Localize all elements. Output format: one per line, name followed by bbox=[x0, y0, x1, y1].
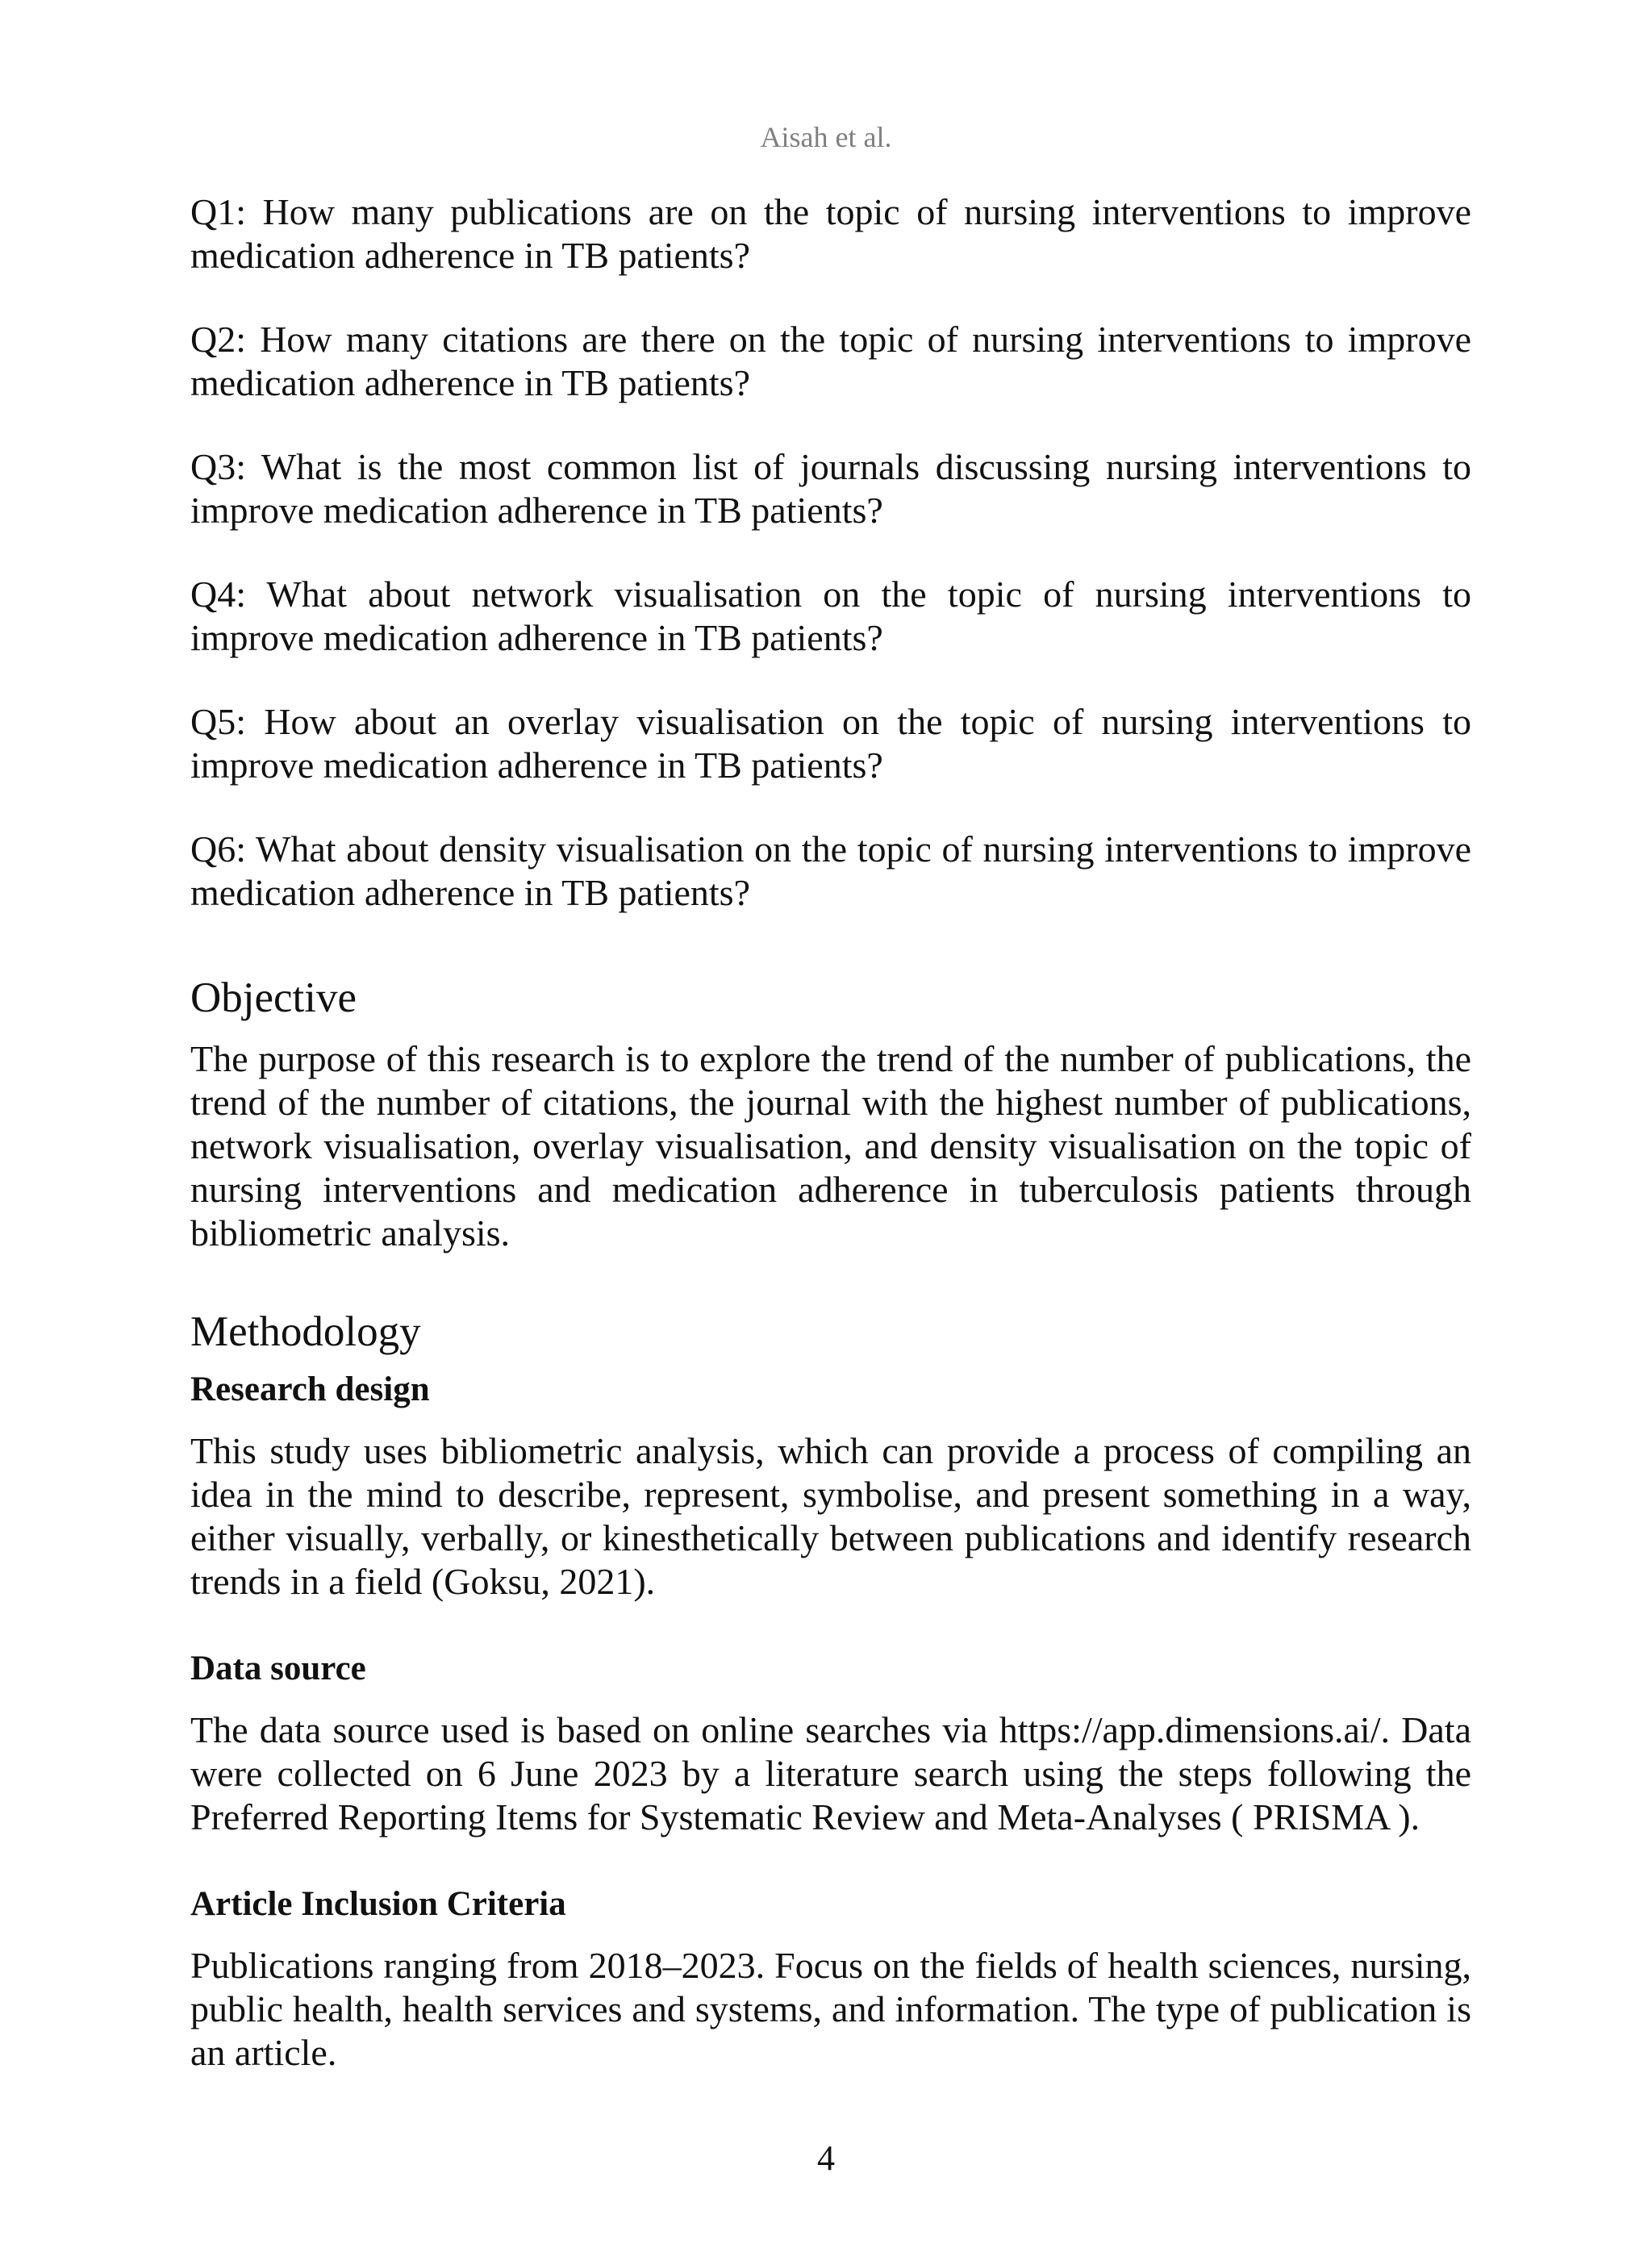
question-q3: Q3: What is the most common list of journals discussing nursing interventions to improve medication adherence in TB patients? bbox=[190, 446, 1471, 531]
data-source-text: The data source used is based on online searches via https://app.dimensions.ai/. Data were collected on 6 June 2023 by a literature search using the steps following the Preferred Reporting Items for Systematic Review and Meta-Analyses ( PRISMA ). bbox=[190, 1709, 1471, 1837]
methodology-heading: Methodology bbox=[190, 1308, 421, 1355]
question-q1: Q1: How many publications are on the topic of nursing interventions to improve medication adherence in TB patients? bbox=[190, 191, 1471, 276]
question-q6: Q6: What about density visualisation on the topic of nursing interventions to improve medication adherence in TB patients? bbox=[190, 828, 1471, 913]
page-body bbox=[190, 190, 1471, 2075]
objective-heading: Objective bbox=[190, 974, 357, 1021]
inclusion-criteria-heading: Article Inclusion Criteria bbox=[190, 1885, 566, 1923]
research-design-text: This study uses bibliometric analysis, which can provide a process of compiling an idea in the mind to describe, represent, symbolise, and present something in a way, either visually, verbally, or kinesthetically between publications and identify research trends in a field (Goksu, 2021). bbox=[190, 1430, 1471, 1602]
research-design-heading: Research design bbox=[190, 1370, 430, 1408]
page-number: 4 bbox=[817, 2138, 835, 2178]
objective-text: The purpose of this research is to explore the trend of the number of publications, the trend of the number of citations, the journal with the highest number of publications, network visualisation, overlay visualisation, and density visualisation on the topic of nursing interventions and medication adherence in tuberculosis patients through bibliometric analysis. bbox=[190, 1038, 1471, 1253]
question-q4: Q4: What about network visualisation on the topic of nursing interventions to improve medication adherence in TB patients? bbox=[190, 574, 1471, 658]
question-q5: Q5: How about an overlay visualisation on the topic of nursing interventions to improve medication adherence in TB patients? bbox=[190, 701, 1471, 786]
question-q2: Q2: How many citations are there on the topic of nursing interventions to improve medication adherence in TB patients? bbox=[190, 319, 1471, 403]
running-header: Aisah et al. bbox=[760, 121, 892, 153]
data-source-heading: Data source bbox=[190, 1650, 366, 1687]
inclusion-criteria-text: Publications ranging from 2018–2023. Focus on the fields of health sciences, nursing, public health, health services and systems, and information. The type of publication is an article. bbox=[190, 1945, 1471, 2073]
